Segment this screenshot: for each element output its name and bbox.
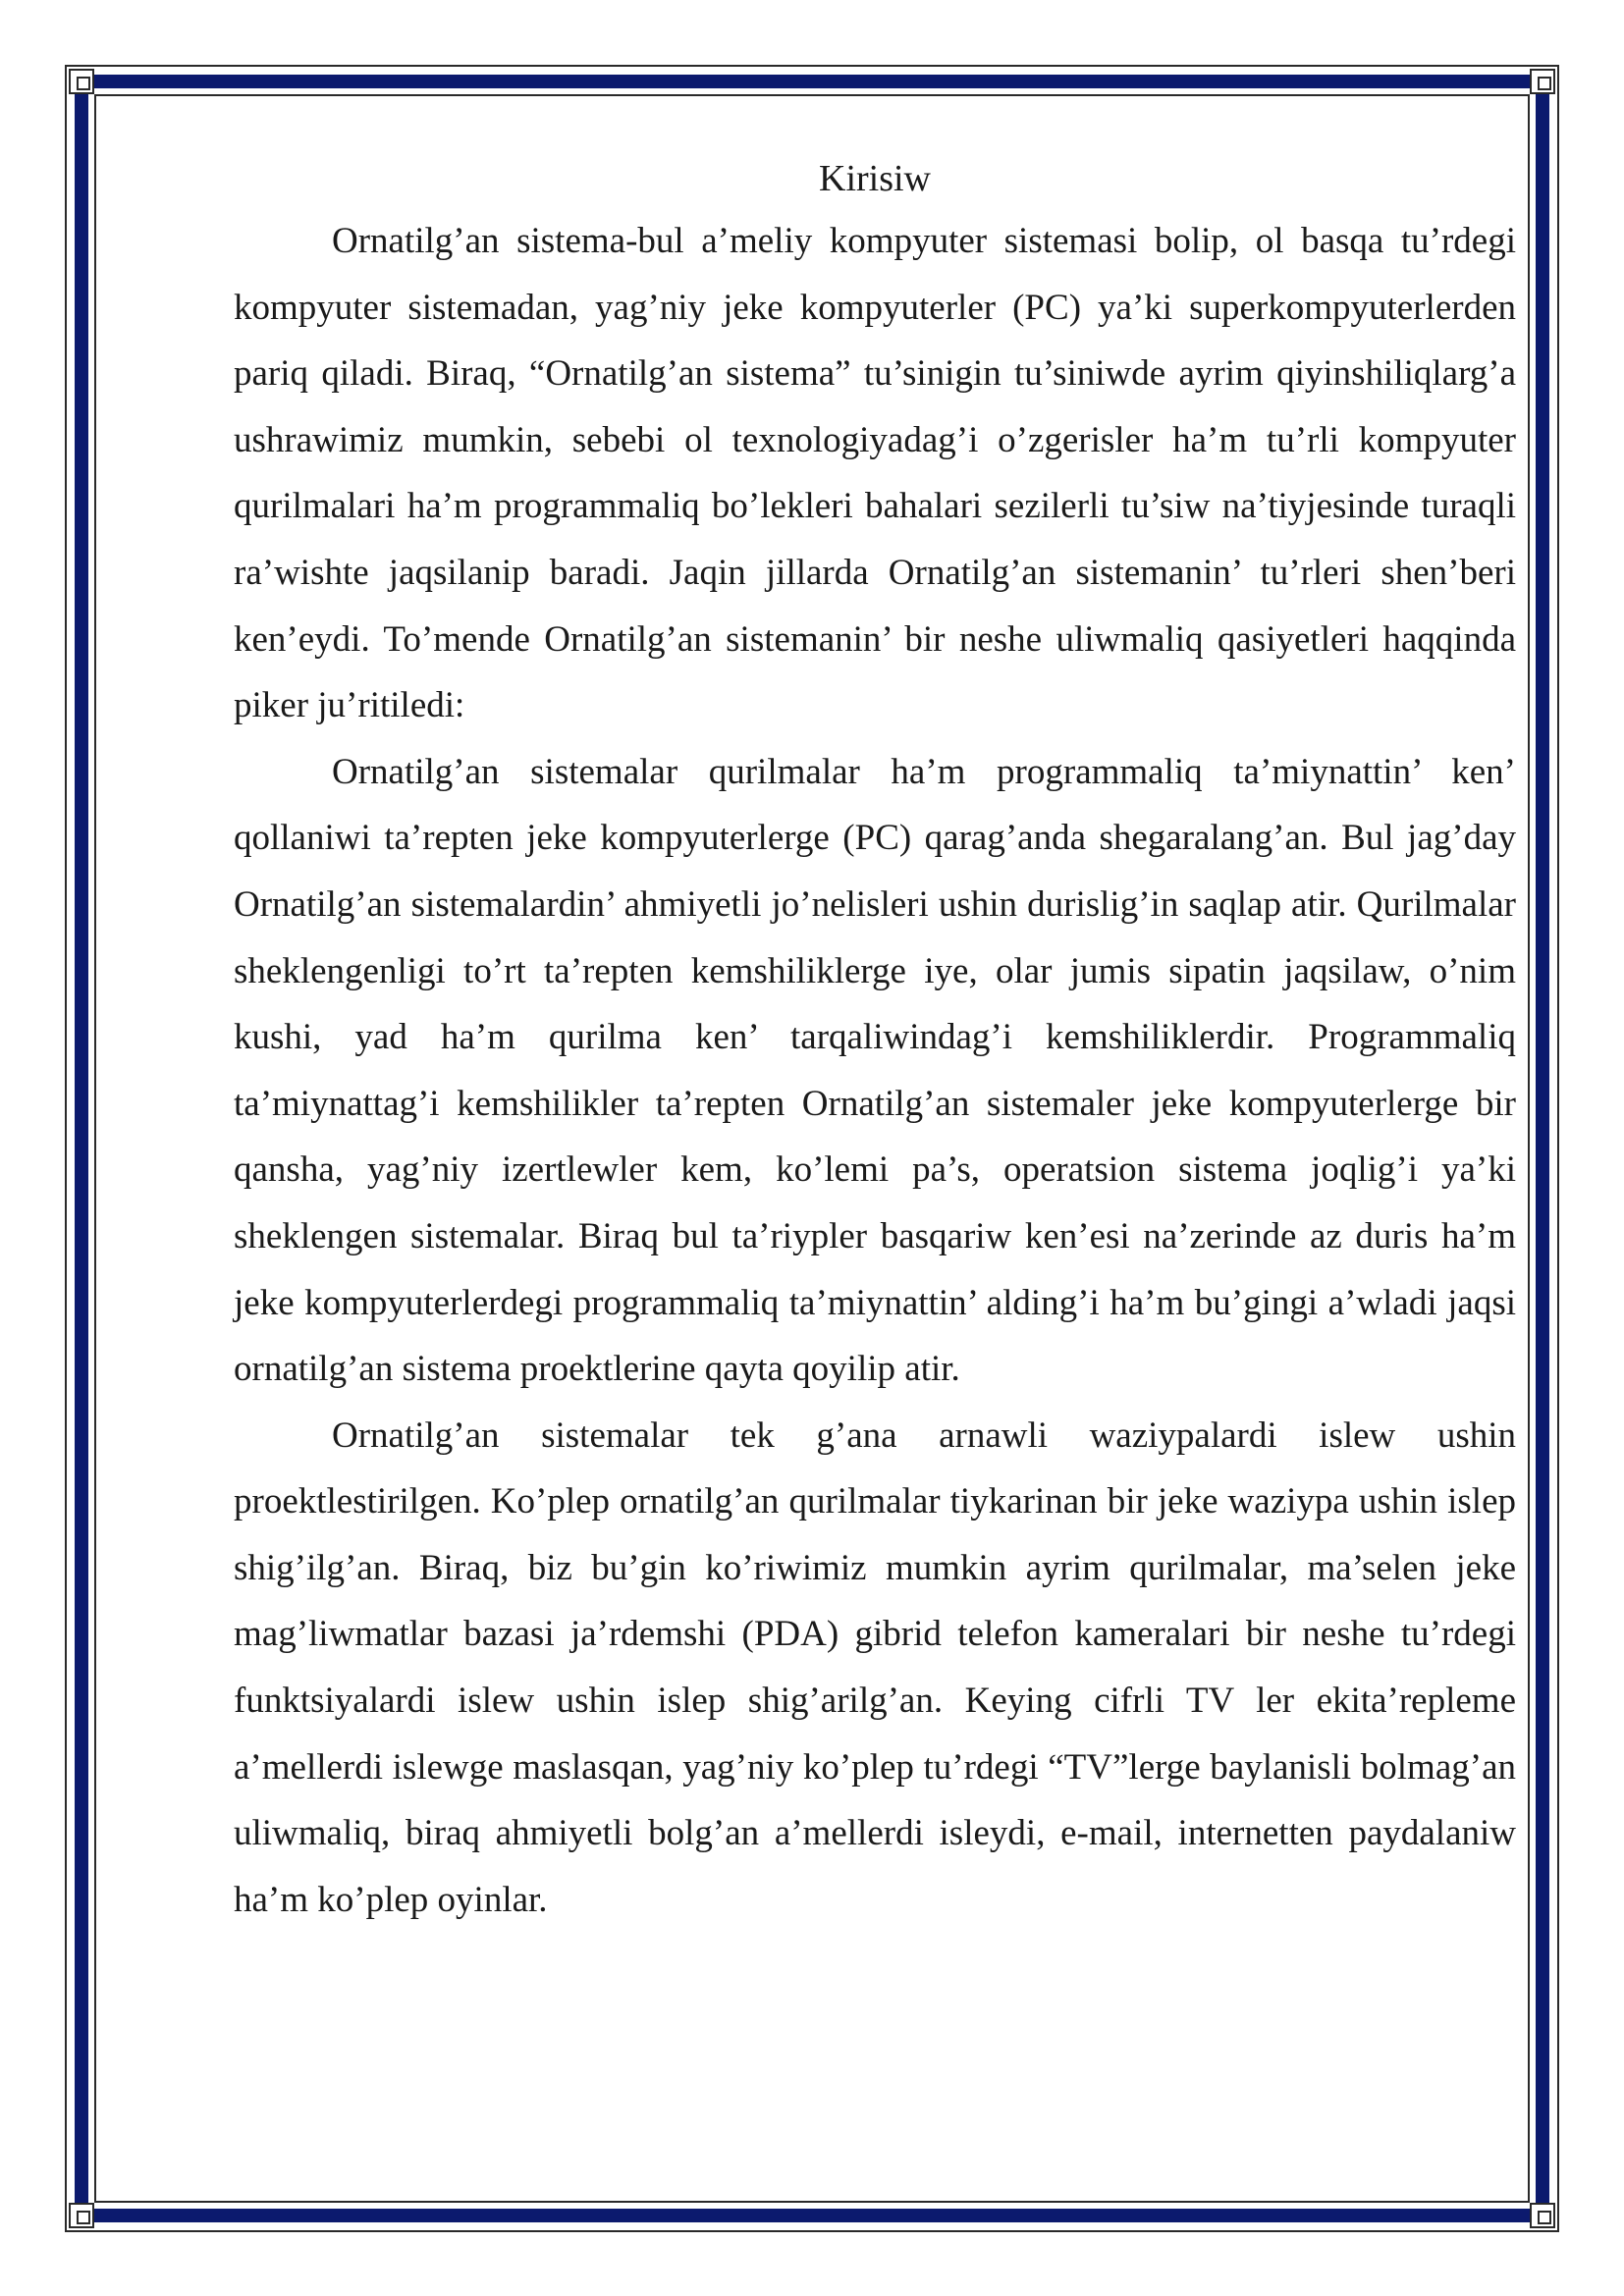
page-title: Kirisiw (819, 158, 931, 199)
corner-ornament-bottom-left (69, 2203, 94, 2228)
paragraph-3: Ornatilg’an sistemalar tek g’ana arnawli waziypalardi islew ushin proektlestirilgen. Ko’plep ornatilg’an qurilmalar tiykarinan bir jeke waziypa ushin islep shig’ilg’an. Biraq, biz bu’gin ko’riwimiz mumkin ayrim qurilmalar, ma’selen jeke mag’liwmatlar bazasi ja’rdemshi (PDA) gibrid telefon kameralari bir neshe tu’rdegi funktsiyalardi islew ushin islep shig’arilg’an. Keying cifrli TV ler ekita’repleme a’mellerdi islewge maslasqan, yag’niy ko’plep tu’rdegi “TV”lerge baylanisli bolmag’an uliwmaliq, biraq ahmiyetli bolg’an a’mellerdi isleydi, e-mail, internetten paydalaniw ha’m ko’plep oyinlar. (234, 1415, 1516, 1920)
corner-ornament-top-left (69, 69, 94, 94)
paragraph-1: Ornatilg’an sistema-bul a’meliy kompyuter sistemasi bolip, ol basqa tu’rdegi kompyuter sistemadan, yag’niy jeke kompyuterler (PC) ya’ki superkompyuterlerden pariq qiladi. Biraq, “Ornatilg’an sistema” tu’sinigin tu’siniwde ayrim qiyinshiliqlarg’a ushrawimiz mumkin, sebebi ol texnologiyadag’i o’zgerisler ha’m tu’rli kompyuter qurilmalari ha’m programmaliq bo’lekleri bahalari sezilerli tu’siw na’tiyjesinde turaqli ra’wishte jaqsilanip baradi. Jaqin jillarda Ornatilg’an sistemanin’ tu’rleri shen’beri ken’eydi. To’mende Ornatilg’an sistemanin’ bir neshe uliwmaliq qasiyetleri haqqinda piker ju’ritiledi: (234, 221, 1516, 726)
corner-ornament-top-right (1530, 69, 1555, 94)
corner-ornament-bottom-right (1530, 2203, 1555, 2228)
document-body (234, 149, 1516, 1933)
paragraph-2: Ornatilg’an sistemalar qurilmalar ha’m programmaliq ta’miynattin’ ken’ qollaniwi ta’repten jeke kompyuterlerge (PC) qarag’anda shegaralang’an. Bul jag’day Ornatilg’an sistemalardin’ ahmiyetli jo’nelisleri ushin durislig’in saqlap atir. Qurilmalar sheklengenligi to’rt ta’repten kemshiliklerge iye, olar jumis sipatin jaqsilaw, o’nim kushi, yad ha’m qurilma ken’ tarqaliwindag’i kemshiliklerdir. Programmaliq ta’miynattag’i kemshilikler ta’repten Ornatilg’an sistemaler jeke kompyuterlerge bir qansha, yag’niy izertlewler kem, ko’lemi pa’s, operatsion sistema joqlig’i ya’ki sheklengen sistemalar. Biraq bul ta’riypler basqariw ken’esi na’zerinde az duris ha’m jeke kompyuterlerdegi programmaliq ta’miynattin’ alding’i ha’m bu’gingi a’wladi jaqsi ornatilg’an sistema proektlerine qayta qoyilip atir. (234, 751, 1516, 1390)
